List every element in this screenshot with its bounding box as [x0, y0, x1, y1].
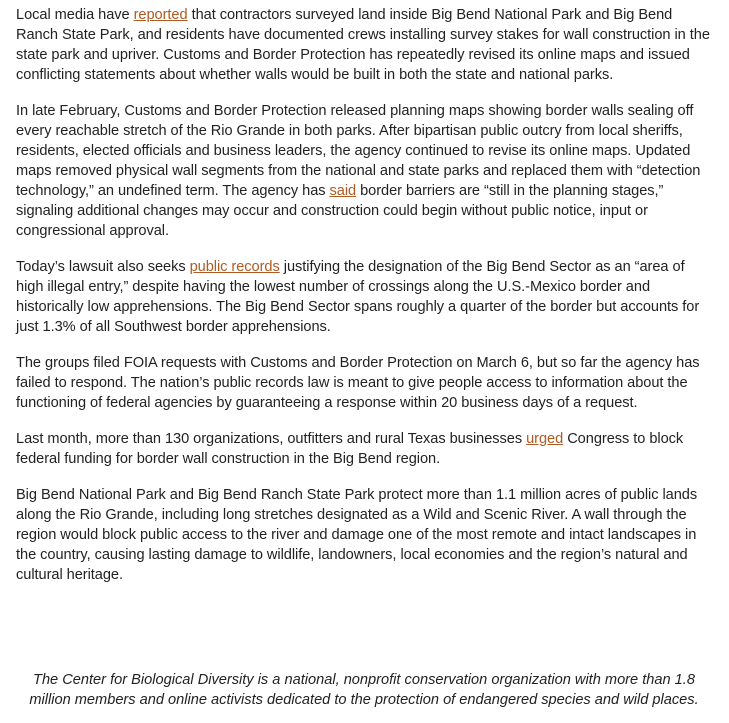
- paragraph-text: justifying the designation of the Big Bend Sector as an “area of high illegal entry,” despite having the lowest number of crossings along the U.S.-Mexico border and historically low apprehensions. The Big Bend Sector spans roughly a quarter of the border but accounts for just 1.3% of all Southwest border apprehensions.: [16, 259, 700, 335]
- paragraph-text: that contractors surveyed land inside Big Bend National Park and Big Bend Ranch State Park, and residents have documented crews installing survey stakes for wall construction in the state park and upriver. Customs and Border Protection has repeatedly revised its online maps and issued conflicting statements about whether walls would be built in both the state and national parks.: [16, 7, 710, 83]
- article-paragraph: [16, 353, 712, 413]
- inline-link[interactable]: reported: [133, 7, 188, 23]
- article-body: [16, 5, 712, 601]
- organization-boilerplate: The Center for Biological Diversity is a national, nonprofit conservation organization with more than 1.8 million members and online activists dedicated to the protection of endangered species and wild places.: [29, 672, 699, 708]
- inline-link[interactable]: urged: [526, 431, 564, 447]
- article-paragraph: [16, 101, 712, 241]
- inline-link[interactable]: public records: [189, 259, 280, 275]
- inline-link[interactable]: said: [329, 183, 357, 199]
- article-paragraph: [16, 5, 712, 85]
- paragraph-text: Today’s lawsuit also seeks: [16, 259, 190, 275]
- paragraph-text: Big Bend National Park and Big Bend Ranch State Park protect more than 1.1 million acres of public lands along the Rio Grande, including long stretches designated as a Wild and Scenic River. A wall through the region would block public access to the river and damage one of the most remote and intact landscapes in the country, causing lasting damage to wildlife, landowners, local economies and the region’s natural and cultural heritage.: [16, 487, 698, 583]
- paragraph-text: Local media have: [16, 7, 134, 23]
- paragraph-text: The groups filed FOIA requests with Customs and Border Protection on March 6, but so far the agency has failed to respond. The nation’s public records law is meant to give people access to information about the functioning of federal agencies by guaranteeing a response within 20 business days of a request.: [16, 355, 700, 411]
- paragraph-text: In late February, Customs and Border Protection released planning maps showing border walls sealing off every reachable stretch of the Rio Grande in both parks. After bipartisan public outcry from local sheriffs, residents, elected officials and business leaders, the agency continued to revise its online maps. Updated maps removed physical wall segments from the national and state parks and replaced them with “detection technology,” an undefined term. The agency has: [16, 103, 701, 199]
- article-paragraph: [16, 257, 712, 337]
- paragraph-text: border barriers are “still in the planning stages,” signaling additional changes may occur and construction could begin without public notice, input or congressional approval.: [16, 183, 664, 239]
- article-paragraph: [16, 429, 712, 469]
- paragraph-text: Congress to block federal funding for border wall construction in the Big Bend region.: [16, 431, 684, 467]
- article-paragraph: [16, 485, 712, 585]
- paragraph-text: Last month, more than 130 organizations, outfitters and rural Texas businesses: [16, 431, 527, 447]
